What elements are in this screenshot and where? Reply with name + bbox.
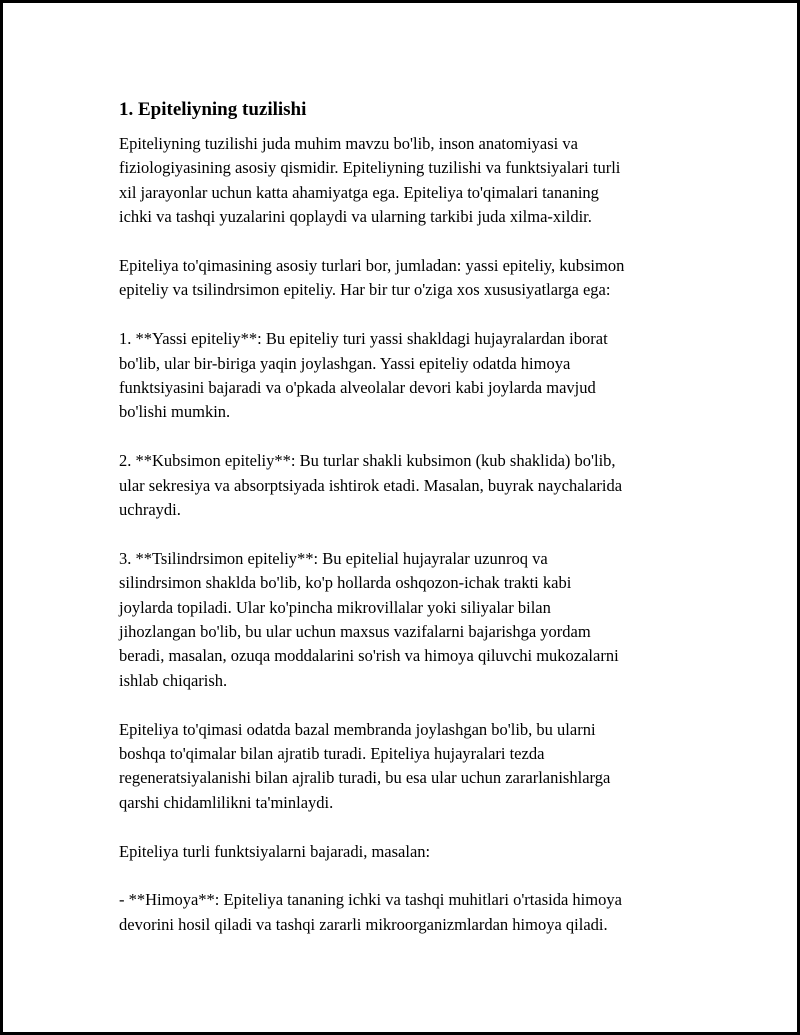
text-line: qarshi chidamlilikni ta'minlaydi. [119,792,334,812]
paragraph-types [119,254,699,303]
text-line: beradi, masalan, ozuqa moddalarini so'rish va himoya qiluvchi mukozalarni [119,646,619,666]
text-line: Epiteliyning tuzilishi juda muhim mavzu bo'lib, inson anatomiyasi va [119,134,578,153]
paragraph-columnar [119,547,699,693]
paragraph-squamous [119,327,699,425]
text-line: Epiteliya turli funktsiyalarni bajaradi, masalan: [119,841,431,861]
text-line: devorini hosil qiladi va tashqi zararli mikroorganizmlardan himoya qiladi. [119,914,608,934]
text-line: ichki va tashqi yuzalarini qoplaydi va ularning tarkibi juda xilma-xildir. [119,207,592,227]
text-line: fiziologiyasining asosiy qismidir. Epiteliyning tuzilishi va funktsiyalari turli [119,158,621,178]
text-line: epiteliy va tsilindrsimon epiteliy. Har bir tur o'ziga xos xususiyatlarga ega: [119,280,611,300]
text-line: Epiteliya to'qimasi odatda bazal membranda joylashgan bo'lib, bu ularni [119,719,596,739]
text-line: - **Himoya**: Epiteliya tananing ichki va tashqi muhitlari o'rtasida himoya [119,890,622,910]
paragraph-basal-membrane [119,718,699,816]
text-line: bo'lishi mumkin. [119,402,231,422]
text-line: ishlab chiqarish. [119,670,228,690]
text-line: Epiteliya to'qimasining asosiy turlari bor, jumladan: yassi epiteliy, kubsimon [119,256,625,276]
text-line: bo'lib, ular bir-biriga yaqin joylashgan. Yassi epiteliy odatda himoya [119,353,571,373]
text-line: 1. **Yassi epiteliy**: Bu epiteliy turi yassi shakldagi hujayralardan iborat [119,329,608,349]
text-line: funktsiyasini bajaradi va o'pkada alveolalar devori kabi joylarda mavjud [119,378,596,398]
document-content [119,96,699,962]
text-line: jihozlangan bo'lib, bu ular uchun maxsus vazifalarni bajarishga yordam [119,622,591,642]
paragraph-intro [119,132,699,230]
text-line: xil jarayonlar uchun katta ahamiyatga ega. Epiteliya to'qimalari tananing [119,182,599,202]
text-line: boshqa to'qimalar bilan ajratib turadi. Epiteliya hujayralari tezda [119,744,545,764]
section-title: 1. Epiteliyning tuzilishi [119,99,307,120]
text-line: 2. **Kubsimon epiteliy**: Bu turlar shakli kubsimon (kub shaklida) bo'lib, [119,451,616,471]
text-line: uchraydi. [119,500,181,520]
text-line: silindrsimon shaklda bo'lib, ko'p hollarda oshqozon-ichak trakti kabi [119,573,572,593]
text-line: ular sekresiya va absorptsiyada ishtirok etadi. Masalan, buyrak naychalarida [119,475,623,495]
paragraph-cuboidal [119,449,699,522]
paragraph-functions-intro [119,840,699,864]
text-line: 3. **Tsilindrsimon epiteliy**: Bu epitelial hujayralar uzunroq va [119,548,548,568]
text-line: regeneratsiyalanishi bilan ajralib turadi, bu esa ular uchun zararlanishlarga [119,768,611,788]
paragraph-protection [119,888,699,937]
text-line: joylarda topiladi. Ular ko'pincha mikrovillalar yoki siliyalar bilan [119,597,551,617]
